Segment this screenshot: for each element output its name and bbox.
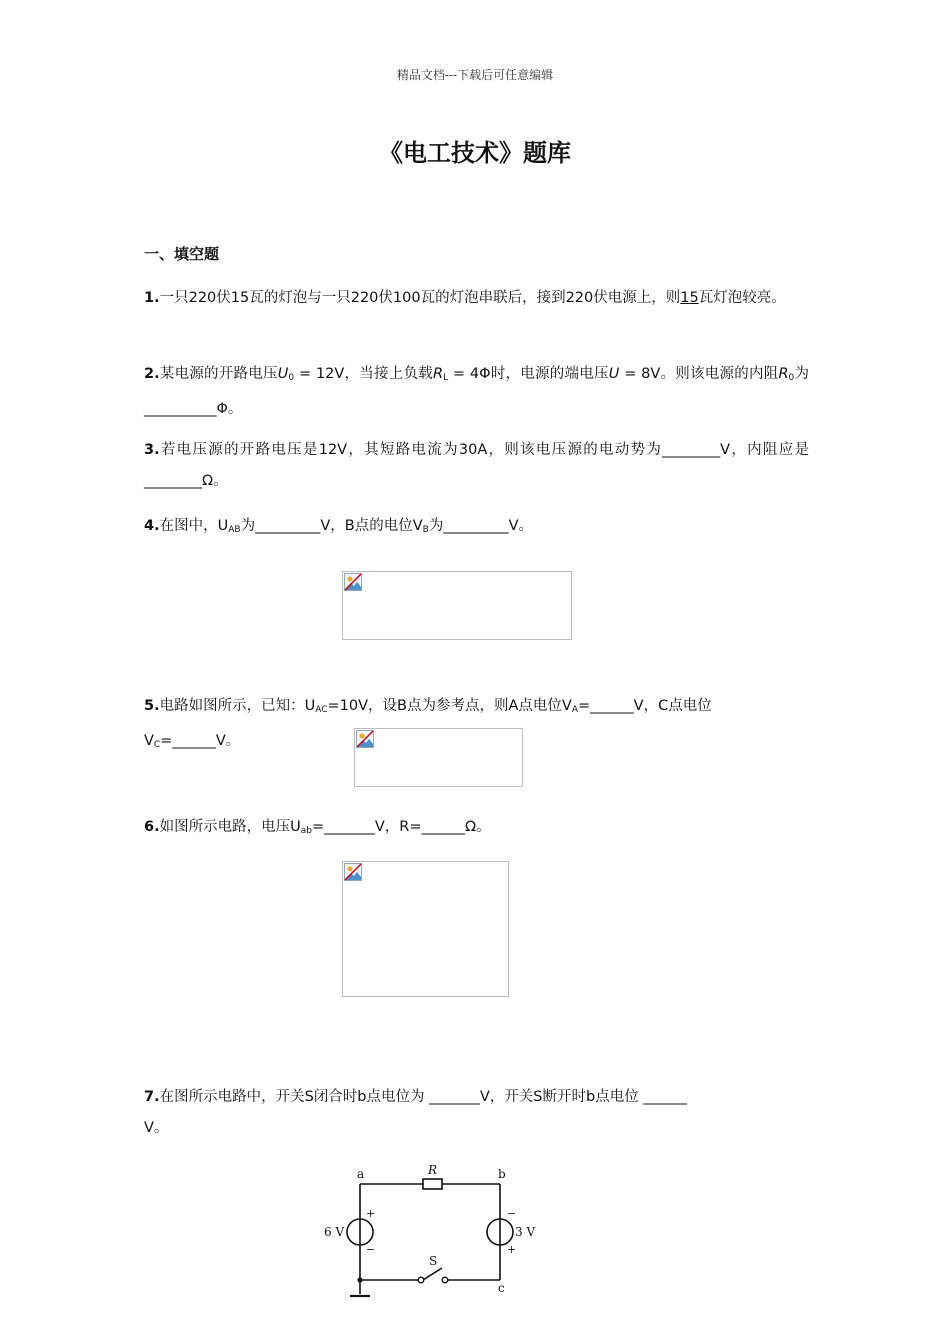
- subscript: AC: [315, 705, 328, 715]
- text-part: 在图中，U: [159, 518, 229, 534]
- answer-blank: ________: [144, 473, 202, 489]
- variable-rl: R: [432, 366, 444, 382]
- answer-blank: ______: [643, 1089, 687, 1105]
- resistor-label: R: [428, 1163, 438, 1177]
- broken-image-icon: [344, 863, 362, 881]
- circuit-diagram: [310, 1160, 560, 1308]
- variable-u0: U: [277, 366, 289, 382]
- question-number: 3.: [144, 442, 160, 458]
- text-part: 若电压源的开路电压是12V，其短路电流为30A，则该电压源的电动势为: [159, 442, 663, 458]
- subscript: A: [571, 705, 579, 715]
- answer-blank: _________: [443, 518, 509, 534]
- right-source-plus: +: [507, 1243, 517, 1256]
- header-note: 精品文档---下载后可任意编辑: [396, 68, 554, 82]
- text-part: V。: [144, 1120, 169, 1136]
- subscript: AB: [228, 525, 241, 535]
- ohm-glyph: Φ: [216, 401, 228, 417]
- ohm-glyph: Φ: [479, 366, 491, 382]
- text-part: V，R=: [374, 819, 422, 835]
- text-part: V，开关S断开时b点电位: [479, 1089, 644, 1105]
- question-number: 1.: [144, 290, 160, 306]
- switch-label: S: [429, 1254, 438, 1268]
- variable-r0: R: [778, 366, 789, 382]
- text-part: 。: [227, 401, 243, 417]
- text-part: V。: [508, 518, 533, 534]
- question-text-end: 瓦灯泡较亮。: [698, 290, 786, 306]
- text-part: 如图所示电路，电压U: [159, 819, 301, 835]
- node-label-c: c: [498, 1281, 505, 1295]
- text-part: V。: [215, 733, 241, 749]
- ground-node: [357, 1277, 362, 1282]
- node-label-b: b: [498, 1167, 506, 1181]
- answer-blank: ________: [662, 442, 721, 458]
- answer-blank: ______: [172, 733, 216, 749]
- answer-blank: ______: [421, 819, 466, 835]
- text-part: 为: [240, 518, 256, 534]
- text-part: 在图所示电路中，开关S闭合时b点电位为: [159, 1089, 430, 1105]
- text-part: 某电源的开路电压: [159, 366, 278, 382]
- text-part: = 4: [448, 366, 480, 382]
- question-number: 4.: [144, 518, 160, 534]
- text-part: 为: [794, 366, 810, 382]
- text-part: = 8V。则该电源的内阻: [619, 366, 779, 382]
- subscript: 0: [288, 373, 295, 383]
- text-part: Ω。: [465, 819, 491, 835]
- question-3: [144, 435, 809, 497]
- subscript: L: [443, 373, 449, 383]
- question-number: 2.: [144, 366, 160, 382]
- question-number: 5.: [144, 698, 160, 714]
- text-part: 为: [428, 518, 444, 534]
- right-source-minus: −: [507, 1207, 517, 1220]
- question-number: 7.: [144, 1089, 160, 1105]
- answer-blank: _______: [324, 819, 375, 835]
- question-number: 6.: [144, 819, 160, 835]
- question-2: [144, 359, 809, 425]
- question-1: [144, 283, 809, 314]
- text-part: V，内阻应是: [720, 442, 809, 458]
- variable-u: U: [608, 366, 620, 382]
- figure-placeholder-q6: [342, 861, 509, 997]
- switch-blade: [423, 1268, 442, 1280]
- left-source-label: 6 V: [324, 1225, 345, 1239]
- text-part: V，C点电位: [633, 698, 712, 714]
- subscript: C: [153, 740, 161, 750]
- text-part: V: [144, 733, 154, 749]
- right-source-label: 3 V: [515, 1225, 536, 1239]
- text-part: 时，电源的端电压: [490, 366, 609, 382]
- switch-contact-right: [442, 1277, 448, 1283]
- text-part: =: [160, 733, 173, 749]
- left-source-plus: +: [366, 1207, 376, 1220]
- question-4: [144, 511, 809, 546]
- resistor: [423, 1179, 442, 1189]
- text-part: =: [578, 698, 591, 714]
- answer-blank: _______: [429, 1089, 480, 1105]
- question-6: [144, 812, 809, 847]
- answer-blank: ______: [590, 698, 634, 714]
- broken-image-icon: [344, 573, 362, 591]
- section-heading-fill-in: 一、填空题: [144, 245, 220, 263]
- document-title: 《电工技术》题库: [379, 138, 571, 167]
- figure-placeholder-q4: [342, 571, 572, 640]
- text-part: =: [311, 819, 325, 835]
- answer-blank: _________: [255, 518, 321, 534]
- text-part: 电路如图所示，已知：U: [159, 698, 316, 714]
- answer-blank: 15: [680, 290, 699, 306]
- text-part: = 12V，当接上负载: [294, 366, 433, 382]
- text-part: =10V，设B点为参考点，则A点电位V: [327, 698, 572, 714]
- text-part: V，B点的电位V: [320, 518, 423, 534]
- switch-contact-left: [418, 1277, 424, 1283]
- subscript: ab: [300, 826, 312, 836]
- question-7: [144, 1082, 809, 1144]
- subscript: B: [422, 525, 429, 535]
- figure-placeholder-q5: [354, 728, 523, 787]
- broken-image-icon: [356, 730, 374, 748]
- answer-blank: __________: [144, 401, 217, 417]
- left-source-minus: −: [366, 1243, 376, 1256]
- question-text: 一只220伏15瓦的灯泡与一只220伏100瓦的灯泡串联后，接到220伏电源上，则: [159, 290, 681, 306]
- text-part: Ω。: [202, 473, 228, 489]
- subscript: 0: [788, 373, 795, 383]
- node-label-a: a: [357, 1167, 365, 1181]
